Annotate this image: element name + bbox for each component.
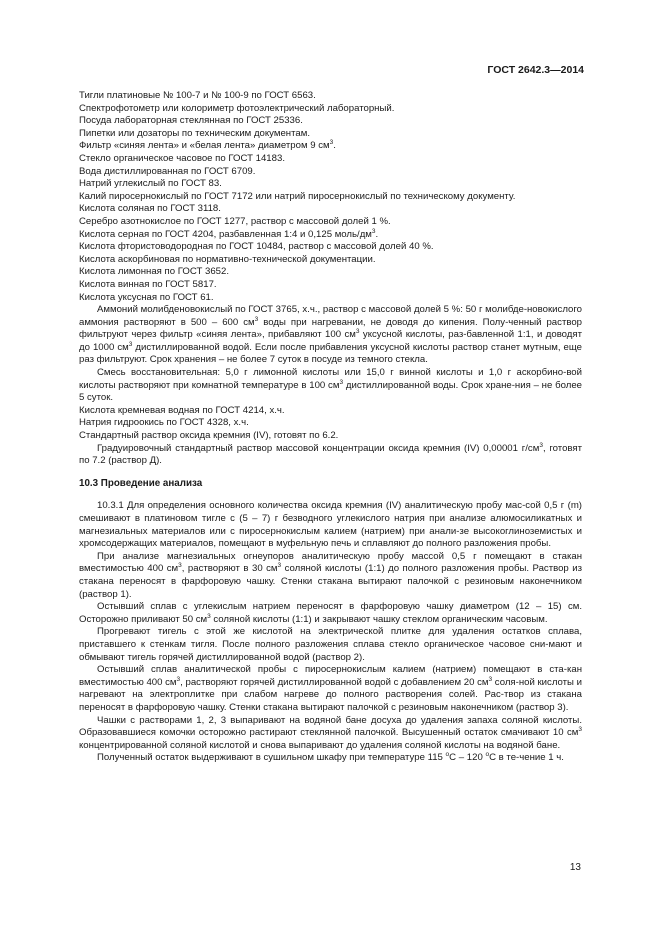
reagent-item: Калий пиросернокислый по ГОСТ 7172 или натрий пиросернокислый по техническому документу.: [79, 190, 516, 202]
text-run: Градуировочный стандартный раствор массовой концентрации оксида кремния (IV) 0,00001 г/см: [97, 442, 540, 454]
analysis-paragraph: [79, 664, 582, 714]
text-run: Остывший сплав с углекислым натрием переносят в фарфоровую чашку диаметром (12 – 15) см. Осторожно приливают 50 см: [79, 601, 582, 625]
superscript: 3: [178, 562, 182, 570]
document-code: ГОСТ 2642.3—2014: [487, 64, 584, 76]
text-run: , растворяют горячей дистиллированной водой с добавлением 20 см: [180, 676, 489, 688]
reagent-list: [79, 90, 582, 304]
text-run: дистиллированной водой. Если после прибавления уксусной кислоты раствор станет мутным, еще раз фильтруют. Срок хранения – не более 7 суток в посуде из темного стекла.: [79, 341, 583, 366]
document-body: [79, 90, 582, 765]
reagent-item: Кислота уксусная по ГОСТ 61.: [79, 291, 214, 303]
superscript: 3: [539, 441, 543, 449]
text-run: , готовят по 7.2 (раствор Д).: [79, 442, 582, 467]
degree-superscript: о: [485, 751, 490, 759]
reagent-item: Стандартный раствор оксида кремния (IV), готовят по 6.2.: [79, 430, 339, 442]
superscript: 3: [329, 139, 334, 147]
graduation-paragraph: [79, 443, 582, 468]
analysis-paragraph: [79, 601, 582, 626]
analysis-paragraph: [79, 551, 582, 601]
reagent-item: Спектрофотометр или колориметр фотоэлектрический лабораторный.: [79, 102, 395, 114]
text-run: воды при нагревании, не доводя до кипения. Полу-ченный раствор фильтруют через фильтр «синяя лента», прибавляют 100 см: [79, 316, 582, 341]
reagent-item: Кислота фтористоводородная по ГОСТ 10484, раствор с массовой долей 40 %.: [79, 241, 434, 253]
reagent-text: Кислота серная по ГОСТ 4204, разбавленная 1:4 и 0,125 моль/дм: [79, 228, 372, 240]
reagent-item: Кислота соляная по ГОСТ 3118.: [79, 203, 221, 215]
reagent-item: Стекло органическое часовое по ГОСТ 14183.: [79, 152, 285, 164]
reagent-item: Кислота лимонная по ГОСТ 3652.: [79, 266, 230, 278]
text-run: соляной кислоты (1:1) и закрывают чашку стеклом органическим часовым.: [210, 613, 548, 625]
reagent-item: Натрия гидроокись по ГОСТ 4328, х.ч.: [79, 417, 249, 429]
text-run: дистиллированной воды. Срок хране-ния – не более 5 суток.: [79, 379, 582, 404]
superscript: 3: [128, 340, 133, 348]
superscript: 3: [578, 725, 582, 733]
period: .: [333, 140, 336, 152]
reagent-item: Пипетки или дозаторы по техническим документам.: [79, 127, 310, 139]
reagent-item: Кислота кремневая водная по ГОСТ 4214, х.ч.: [79, 404, 285, 416]
reagent-item: Посуда лабораторная стеклянная по ГОСТ 25336.: [79, 115, 303, 127]
page-number: 13: [569, 862, 581, 873]
text-run: концентрированной соляной кислотой и снова выпаривают до удаления соляной кислоты на водяной бане.: [79, 739, 561, 751]
text-run: Аммоний молибденовокислый по ГОСТ 3765, х.ч., раствор с массовой долей 5 %: 50 г молибде-новокислого аммония растворяют в 500 – 600 см: [79, 304, 582, 328]
analysis-paragraph: [79, 715, 582, 753]
text-run: Смесь восстановительная: 5,0 г лимонной кислоты или 15,0 г винной кислоты и 1,0 г аскорбино-вой кислоты растворяют при комнатной температуре в 100 см: [79, 367, 582, 391]
section-heading: 10.3 Проведение анализа: [79, 477, 203, 489]
ammonium-paragraph: [79, 304, 582, 367]
text-run: соля-ной кислоты и нагревают на электроплитке при слабом нагреве до полного растворения солей. Рас-твор из стакана переносят в фарфоровую чашку. Стенки стакана вытирают палочкой с резиновым наконечником (раствор 3).: [79, 676, 582, 713]
superscript: 3: [355, 328, 360, 336]
degree-superscript: о: [445, 751, 450, 759]
period: .: [375, 228, 379, 240]
superscript: 3: [488, 675, 493, 683]
reagent-item: Тигли платиновые № 100-7 и № 100-9 по ГОСТ 6563.: [79, 90, 316, 101]
superscript: 3: [277, 562, 282, 570]
mixture-paragraph: [79, 367, 582, 405]
superscript: 3: [371, 227, 376, 235]
analysis-paragraph: 10.3.1 Для определения основного количества оксида кремния (IV) аналитическую пробу мас-сой 0,5 г (m) смешивают в платиновом тигле с (5 – 7) г безводного углекислого натрия при анализе алюмосиликатных и магнезиальных материалов или с пиросернокислым калием (натрием) при анали-зе высокоглиноземистых и хромсодержащих материалов, помещают в муфельную печь и сплавляют до полного разложения пробы.: [79, 500, 582, 550]
reagent-item: Кислота винная по ГОСТ 5817.: [79, 278, 217, 290]
text-run: Остывший сплав аналитической пробы с пиросернокислым калием (натрием) помещают в ста-кан вместимостью 400 см: [79, 664, 582, 688]
superscript: 3: [339, 378, 344, 386]
reagent-text: Фильтр «синяя лента» и «белая лента» диаметром 9 см: [79, 140, 330, 152]
spacer: [79, 468, 582, 478]
reagent-item: Серебро азотнокислое по ГОСТ 1277, раствор с массовой долей 1 %.: [79, 215, 391, 227]
superscript: 3: [254, 315, 259, 323]
text-run: уксусной кислоты, раз-бавленной 1:1, и доводят до 1000 см: [79, 329, 582, 353]
analysis-paragraph: Прогревают тигель с этой же кислотой на электрической плитке для удаления остатков сплава, приставшего к стенкам тигля. После полного разложения сплава стекло органическое часовое сни-мают и обмывают тигель горячей дистиллированной водой (раствор 2).: [79, 626, 582, 663]
reagent-item: Кислота аскорбиновая по нормативно-технической документации.: [79, 253, 376, 265]
superscript: 3: [207, 612, 211, 620]
reagent-list-2: [79, 405, 582, 443]
text-run: С в те-чение 1 ч.: [489, 752, 564, 764]
reagent-item: Вода дистиллированная по ГОСТ 6709.: [79, 165, 256, 177]
text-run: , растворяют в 30 см: [181, 563, 278, 575]
text-run: С – 120: [449, 752, 486, 764]
spacer: [79, 490, 582, 500]
text-run: Чашки с растворами 1, 2, 3 выпаривают на водяной бане досуха до удаления запаха соляной кислоты. Образовавшиеся комочки осторожно растирают стеклянной палочкой. Высушенный остаток смачивают 10 см: [79, 714, 582, 739]
analysis-paragraph: [79, 752, 582, 765]
text-run: Полученный остаток выдерживают в сушильном шкафу при температуре 115: [97, 752, 446, 764]
reagent-item: [79, 229, 582, 242]
reagent-item: Натрий углекислый по ГОСТ 83.: [79, 178, 222, 190]
superscript: 3: [176, 675, 181, 683]
text-run: При анализе магнезиальных огнеупоров аналитическую пробу массой 0,5 г помещают в стакан вместимостью 400 см: [79, 550, 582, 575]
text-run: соляной кислоты (1:1) до полного разложения пробы. Раствор из стакана переносят в фарфоровую чашку. Стенки стакана вытирают палочкой с резиновым наконечником (раствор 1).: [79, 563, 582, 600]
reagent-item: [79, 140, 582, 153]
